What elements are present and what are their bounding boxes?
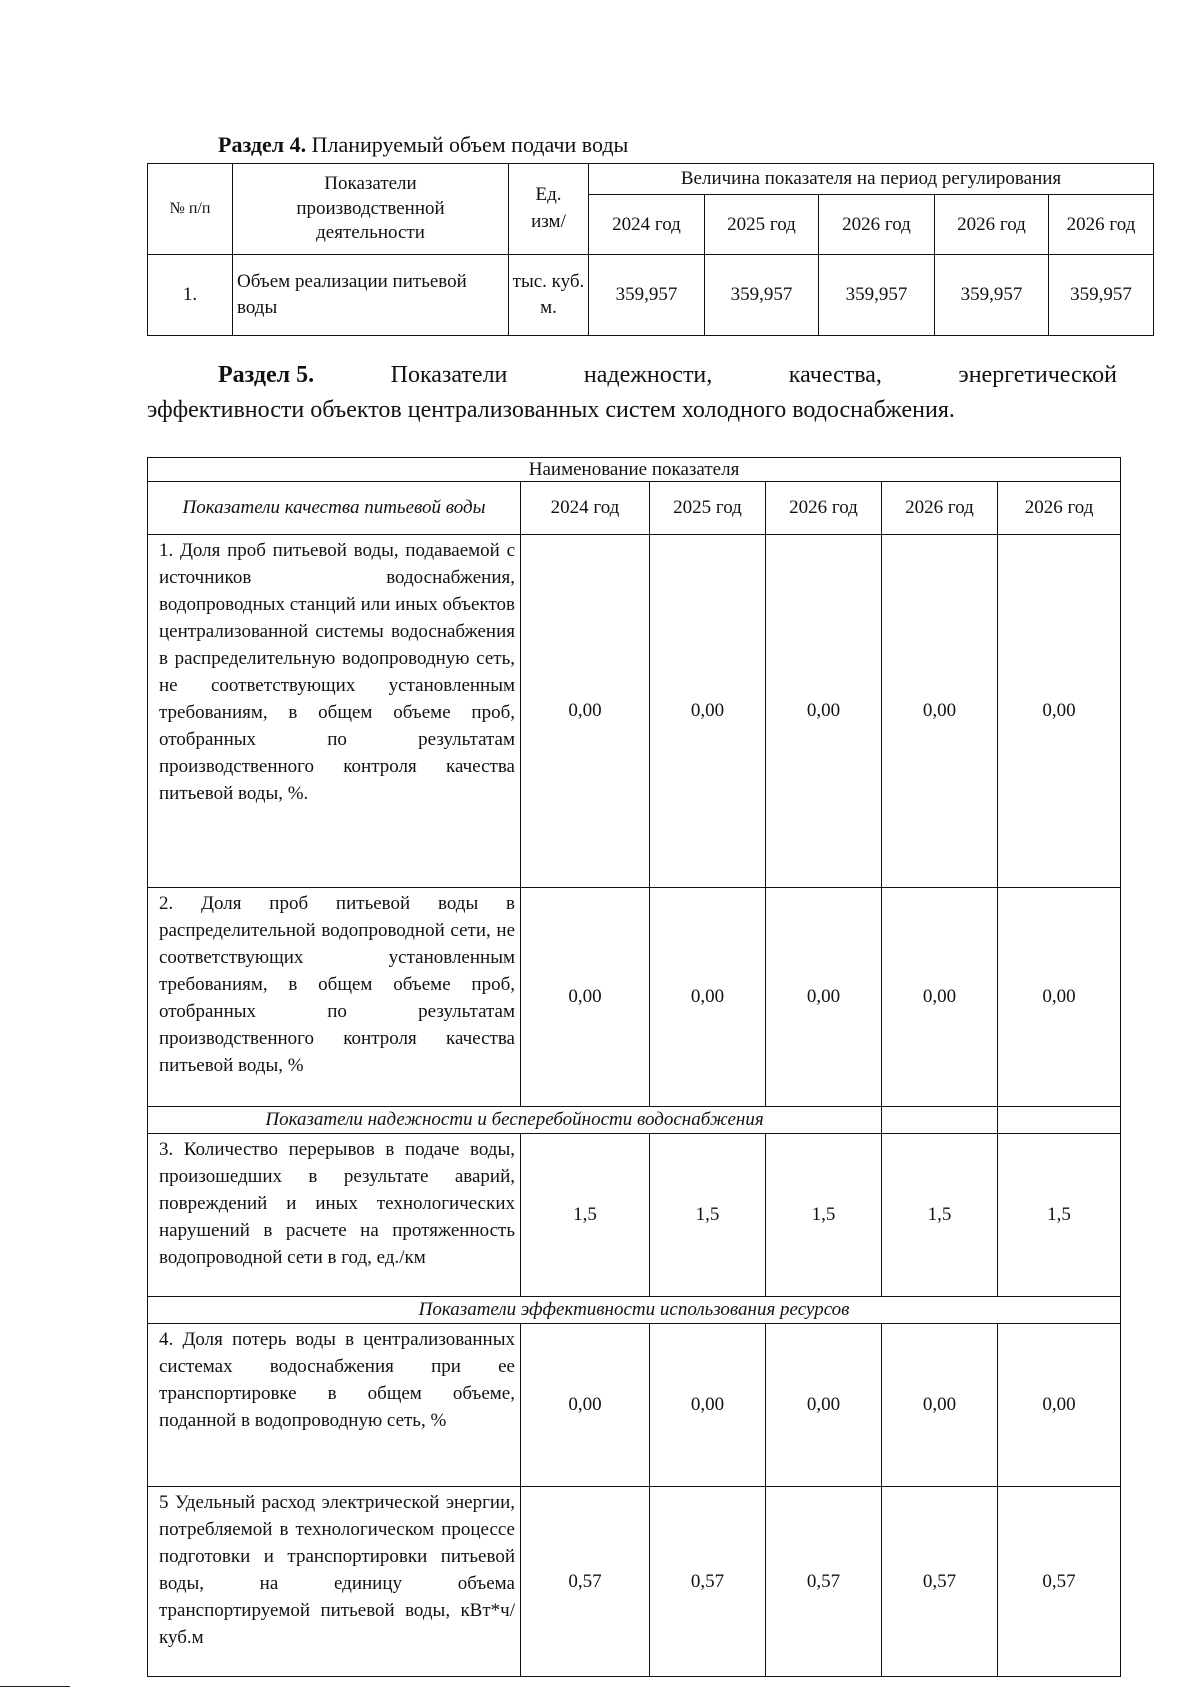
- header-year: 2026 год: [819, 195, 935, 255]
- header-period: Величина показателя на период регулирования: [589, 164, 1154, 195]
- table-row: [148, 1487, 1121, 1677]
- empty-cell: [998, 1107, 1121, 1134]
- indicator-value: 0,00: [882, 1324, 998, 1487]
- section-4-label: Раздел 4.: [218, 132, 307, 157]
- row-value: 359,957: [589, 255, 705, 336]
- empty-cell: [882, 1107, 998, 1134]
- header-year: 2026 год: [1049, 195, 1154, 255]
- header-year: 2026 год: [998, 482, 1121, 535]
- indicator-value: 0,00: [650, 1324, 766, 1487]
- row-num: 1.: [148, 255, 233, 336]
- header-year: 2024 год: [521, 482, 650, 535]
- indicator-value: 0,00: [882, 888, 998, 1107]
- section-5-title-word: надежности,: [583, 362, 713, 388]
- indicator-text: 3. Количество перерывов в подаче воды, произошедших в результате аварий, повреждений и иных технологических нарушений в расчете на протяженность водопроводной сети в год, ед./км: [148, 1134, 521, 1297]
- indicator-value: 0,57: [998, 1487, 1121, 1677]
- planned-water-volume-table: [147, 163, 1154, 336]
- indicator-text: 2. Доля проб питьевой воды в распределительной водопроводной сети, не соответствующих установленным требованиям, в общем объеме проб, отобранных по результатам производственного контроля качества питьевой воды, %: [148, 888, 521, 1107]
- indicator-value: 0,00: [650, 888, 766, 1107]
- indicator-value: 1,5: [521, 1134, 650, 1297]
- indicator-text: 5 Удельный расход электрической энергии, потребляемой в технологическом процессе подготовки и транспортировки питьевой воды, на единицу объема транспортируемой питьевой воды, кВт*ч/куб.м: [148, 1487, 521, 1677]
- reliability-quality-table: [147, 457, 1121, 1677]
- section-5-title-word: энергетической: [958, 362, 1117, 388]
- table-row: [148, 1324, 1121, 1487]
- header-year: 2025 год: [705, 195, 819, 255]
- section-5-title-word: Показатели: [390, 362, 508, 388]
- indicator-value: 0,57: [882, 1487, 998, 1677]
- indicator-value: 0,00: [766, 888, 882, 1107]
- indicator-value: 1,5: [882, 1134, 998, 1297]
- header-year: 2026 год: [935, 195, 1049, 255]
- table-row: [148, 535, 1121, 888]
- row-name: Объем реализации питьевой воды: [233, 255, 509, 336]
- indicator-value: 0,00: [882, 535, 998, 888]
- section-5-heading: [147, 358, 1117, 428]
- indicator-value: 0,00: [521, 1324, 650, 1487]
- indicator-value: 1,5: [998, 1134, 1121, 1297]
- table-row: [148, 888, 1121, 1107]
- section-5-title-word: качества,: [788, 362, 882, 388]
- table-row: [148, 1134, 1121, 1297]
- header-year: 2026 год: [882, 482, 998, 535]
- indicator-value: 0,57: [766, 1487, 882, 1677]
- header-indicator: Показатели производственной деятельности: [233, 164, 509, 255]
- section-4-heading: [218, 132, 628, 158]
- indicator-value: 1,5: [766, 1134, 882, 1297]
- section-5-label: Раздел 5.: [218, 362, 315, 388]
- indicator-value: 0,57: [521, 1487, 650, 1677]
- section-4-title: Планируемый объем подачи воды: [311, 132, 629, 157]
- group-title: Показатели надежности и бесперебойности водоснабжения: [148, 1107, 882, 1134]
- indicator-value: 0,00: [998, 535, 1121, 888]
- header-num: № п/п: [148, 164, 233, 255]
- indicator-text: 4. Доля потерь воды в централизованных системах водоснабжения при ее транспортировке в общем объеме, поданной в водопроводную сеть, %: [148, 1324, 521, 1487]
- indicator-value: 0,00: [998, 1324, 1121, 1487]
- header-unit: Ед. изм/: [509, 164, 589, 255]
- indicator-value: 0,00: [998, 888, 1121, 1107]
- row-value: 359,957: [819, 255, 935, 336]
- header-name: Наименование показателя: [148, 458, 1121, 482]
- footer-rule: [0, 1686, 70, 1687]
- section-5-title-line2: эффективности объектов централизованных систем холодного водоснабжения.: [147, 397, 955, 423]
- header-year: 2025 год: [650, 482, 766, 535]
- group-title: Показатели качества питьевой воды: [148, 482, 521, 535]
- row-value: 359,957: [1049, 255, 1154, 336]
- table-row: [148, 255, 1154, 336]
- header-year: 2024 год: [589, 195, 705, 255]
- row-value: 359,957: [935, 255, 1049, 336]
- indicator-value: 0,00: [521, 535, 650, 888]
- indicator-value: 0,00: [766, 535, 882, 888]
- row-value: 359,957: [705, 255, 819, 336]
- indicator-value: 1,5: [650, 1134, 766, 1297]
- header-year: 2026 год: [766, 482, 882, 535]
- group-title: Показатели эффективности использования ресурсов: [148, 1297, 1121, 1324]
- indicator-value: 0,00: [650, 535, 766, 888]
- indicator-value: 0,00: [766, 1324, 882, 1487]
- indicator-value: 0,57: [650, 1487, 766, 1677]
- indicator-text: 1. Доля проб питьевой воды, подаваемой с источников водоснабжения, водопроводных станций или иных объектов централизованной системы водоснабжения в распределительную водопроводную сеть, не соответствующих установленным требованиям, в общем объеме проб, отобранных по результатам производственного контроля качества питьевой воды, %.: [148, 535, 521, 888]
- indicator-value: 0,00: [521, 888, 650, 1107]
- row-unit: тыс. куб. м.: [509, 255, 589, 336]
